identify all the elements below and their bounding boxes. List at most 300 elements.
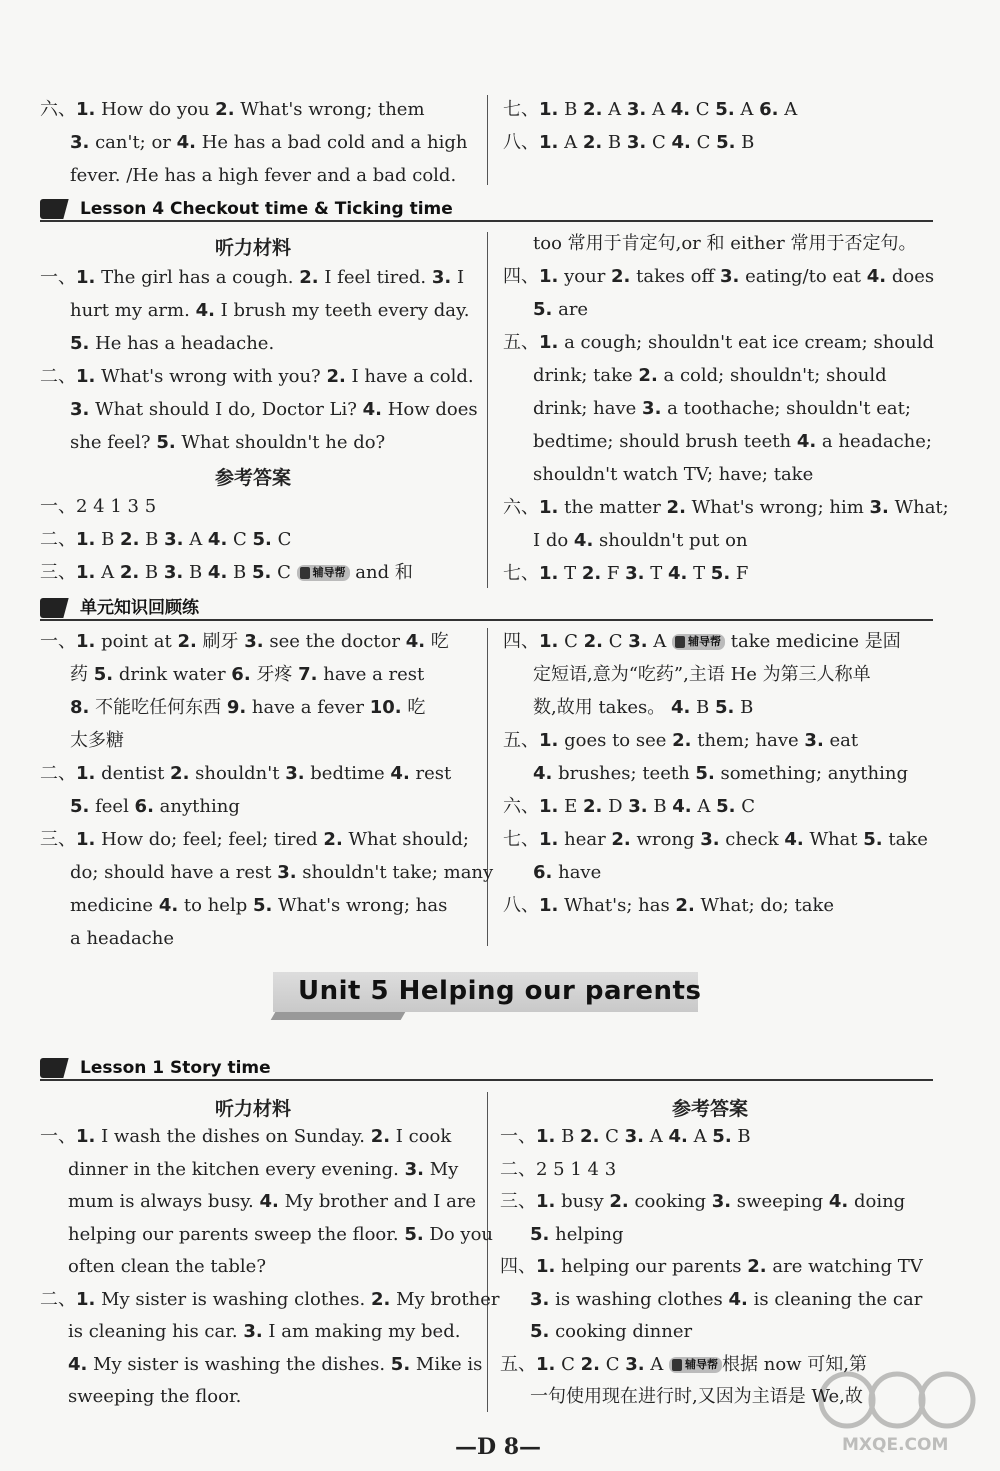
text-line [40, 1289, 499, 1311]
answer-text: T [644, 563, 668, 584]
answer-text: drink; have [533, 398, 643, 419]
answer-text: C [735, 796, 755, 817]
answer-text: 五、 [500, 1353, 536, 1375]
text-line [533, 697, 753, 719]
answer-text: a toothache; shouldn't eat; [661, 398, 911, 419]
answer-text: 根据 now 可知,第 [722, 1353, 868, 1375]
answer-text: 六、 [503, 497, 539, 518]
answer-text: takes off [630, 266, 720, 287]
item-number: 2. [326, 366, 346, 387]
answer-text: are watching TV [766, 1256, 923, 1277]
answer-text: A [687, 1126, 713, 1147]
answer-text: fever. /He has a high fever and a bad cold. [70, 165, 457, 186]
answer-text: eat [823, 730, 859, 751]
text-line [533, 664, 871, 686]
answer-text: dentist [95, 763, 171, 784]
answer-text: a headache [70, 928, 175, 949]
banner-stripe [271, 1012, 406, 1020]
answer-text: B [735, 132, 755, 153]
item-number: 4. [573, 530, 594, 551]
text-line [533, 299, 588, 321]
answer-text: 一、 [40, 1126, 76, 1147]
answer-text: My brother and I are [278, 1191, 477, 1212]
item-number: 5. [712, 1126, 732, 1147]
answer-text: 吃 [401, 697, 426, 718]
answer-text: A [602, 99, 627, 120]
text-line [530, 1321, 692, 1343]
item-number: 1. [76, 529, 96, 550]
text-line [70, 697, 425, 719]
item-number: 2. [582, 132, 603, 153]
answer-text: hear [558, 829, 612, 850]
answer-text: What's wrong; has [272, 895, 448, 916]
answer-text: 七、 [503, 563, 539, 584]
answer-text: 二、 [40, 763, 76, 784]
answer-text: 刷牙 [196, 631, 245, 652]
column-divider [487, 628, 488, 946]
answer-text: anything [153, 796, 240, 817]
answer-text: sweeping the floor. [68, 1386, 242, 1407]
answer-text: B [139, 562, 164, 583]
answer-text: 五、 [503, 332, 539, 353]
item-number: 3. [700, 829, 720, 850]
answer-text: C [646, 132, 672, 153]
item-number: 2. [120, 529, 140, 550]
answer-text: How does [381, 399, 478, 420]
answer-text: A [734, 99, 760, 120]
answer-text: C [690, 132, 717, 153]
answer-text: your [558, 266, 612, 287]
text-line [533, 365, 887, 387]
item-number: 1. [76, 1288, 96, 1310]
item-number: 2. [666, 497, 686, 518]
answer-text: I am making my bed. [262, 1321, 461, 1342]
answer-text: 一、 [500, 1126, 536, 1147]
answer-text: E [558, 796, 583, 817]
answer-text: B [647, 796, 673, 817]
answer-text: is washing clothes [549, 1288, 729, 1310]
answer-text: D [602, 796, 629, 817]
lesson1-answer-title: 参考答案 [672, 1098, 749, 1120]
answer-text: see the doctor [263, 631, 406, 652]
column-divider [487, 1092, 488, 1412]
answer-text: What [803, 829, 864, 850]
answer-text: B [734, 697, 754, 718]
item-number: 5. [530, 1223, 550, 1245]
answer-text: feel [89, 796, 135, 817]
item-number: 5. [716, 796, 736, 817]
answer-text: 吃 [425, 631, 449, 652]
item-number: 2. [583, 99, 603, 120]
item-number: 4. [866, 266, 887, 287]
item-number: 2. [611, 829, 631, 850]
item-number: 1. [76, 99, 96, 120]
item-number: 4. [158, 895, 179, 916]
item-number: 1. [536, 1256, 556, 1277]
answer-text: can't; or [89, 132, 177, 153]
answer-text: B [183, 562, 208, 583]
item-number: 2. [580, 1353, 600, 1375]
item-number: 2. [675, 895, 695, 916]
answer-text: too 常用于肯定句,or 和 either 常用于否定句。 [533, 233, 917, 254]
answer-text: wrong [630, 829, 701, 850]
item-number: 4. [670, 697, 691, 718]
answer-text: A [644, 1353, 670, 1375]
item-number: 3. [243, 1321, 263, 1342]
answer-text: 八、 [503, 895, 539, 916]
item-number: 6. [231, 664, 251, 685]
answer-text: 太多糖 [70, 730, 124, 751]
lesson1-title: Lesson 1 Story time [80, 1058, 271, 1078]
section-marker-icon [40, 199, 62, 219]
answer-text: take [882, 829, 928, 850]
answer-text: doing [848, 1191, 906, 1212]
lesson4-answer-title: 参考答案 [215, 467, 292, 489]
item-number: 4. [176, 132, 197, 153]
item-number: 1. [76, 631, 96, 652]
item-number: 4. [533, 763, 553, 784]
item-number: 2. [609, 1191, 629, 1212]
item-number: 4. [207, 562, 228, 583]
item-number: 2. [672, 730, 692, 751]
item-number: 2. [177, 631, 197, 652]
watermark-text: MXQE.COM [842, 1435, 949, 1455]
text-line [533, 431, 932, 453]
text-line [40, 99, 425, 121]
item-number: 4. [68, 1353, 88, 1375]
answer-text: check [719, 829, 785, 850]
review-title: 单元知识回顾练 [80, 598, 199, 618]
answer-text: shouldn't watch TV; have; take [533, 464, 814, 485]
text-line [533, 530, 748, 552]
answer-text: A [646, 99, 671, 120]
item-number: 4. [672, 796, 692, 817]
item-number: 5. [390, 1353, 411, 1375]
answer-text: B [555, 1126, 581, 1147]
item-number: 3. [804, 730, 824, 751]
column-divider [487, 232, 488, 588]
unit-title: Unit 5 Helping our parents [298, 976, 702, 1006]
item-number: 1. [76, 562, 96, 583]
item-number: 3. [277, 862, 297, 883]
answer-text: A [95, 562, 120, 583]
item-number: 1. [539, 796, 559, 817]
answer-text: 一句使用现在进行时,又因为主语是 We,故 [530, 1386, 863, 1407]
item-number: 4. [390, 763, 410, 784]
text-line [40, 763, 451, 785]
item-number: 2. [170, 763, 190, 784]
item-number: 1. [536, 1191, 556, 1212]
answer-text: helping our parents [555, 1256, 748, 1277]
item-number: 4. [195, 300, 215, 321]
item-number: 1. [536, 1353, 556, 1375]
answer-text: I brush my teeth every day. [214, 300, 470, 321]
item-number: 5. [710, 563, 731, 584]
answer-text: goes to see [558, 730, 673, 751]
answer-text: C [690, 99, 716, 120]
answer-text: What shouldn't he do? [175, 432, 386, 453]
item-number: 5. [695, 763, 715, 784]
answer-text: 牙疼 [250, 664, 299, 685]
answer-text: 三、 [40, 829, 76, 850]
answer-text: them; have [691, 730, 805, 751]
text-line [70, 333, 274, 355]
text-line [503, 266, 934, 288]
answer-text: do; should have a rest [70, 862, 278, 883]
item-number: 3. [624, 1126, 645, 1147]
answer-text: My [423, 1158, 459, 1180]
item-number: 2. [215, 99, 235, 120]
text-line [503, 332, 934, 354]
text-line [530, 1386, 863, 1408]
text-line [70, 165, 456, 187]
unit-banner [273, 972, 702, 1012]
answer-text: 不能吃任何东西 [89, 697, 227, 718]
answer-text: B [139, 529, 165, 550]
text-line [500, 1159, 616, 1181]
text-line [503, 99, 797, 121]
item-number: 1. [539, 132, 559, 153]
answer-text: 八、 [503, 132, 539, 153]
text-line [68, 1386, 241, 1408]
answer-text: A [778, 99, 798, 120]
answer-text: the matter [558, 497, 667, 518]
item-number: 4. [207, 529, 228, 550]
answer-text: have [552, 862, 602, 883]
answer-text: How do; feel; feel; tired [95, 829, 324, 850]
item-number: 3. [628, 796, 648, 817]
item-number: 1. [539, 332, 559, 353]
answer-text: I feel tired. [318, 267, 432, 288]
answer-text: a cold; shouldn't; should [657, 365, 887, 386]
text-line [503, 796, 755, 818]
item-number: 3. [626, 99, 647, 120]
item-number: 3. [404, 1158, 424, 1180]
answer-text: I wash the dishes on Sunday. [95, 1126, 371, 1147]
item-number: 1. [536, 1126, 556, 1147]
item-number: 5. [714, 697, 735, 718]
answer-text: drink; take [533, 365, 639, 386]
item-number: 5. [715, 99, 735, 120]
section-marker-icon [40, 1058, 62, 1078]
answer-text: C [271, 562, 297, 583]
text-line [40, 496, 156, 518]
item-number: 1. [539, 895, 559, 916]
text-line [70, 862, 493, 884]
item-number: 5. [252, 529, 272, 550]
item-number: 2. [638, 365, 658, 386]
answer-text: 四、 [503, 631, 539, 652]
answer-text: dinner in the kitchen every evening. [68, 1158, 405, 1180]
answer-text: Do you [423, 1223, 494, 1245]
answer-text: What should I do, Doctor Li? [89, 399, 363, 420]
answer-text: B [731, 1126, 751, 1147]
answer-text: medicine [70, 895, 159, 916]
item-number: 3. [530, 1288, 550, 1310]
header-rule [40, 619, 933, 621]
item-number: 2. [119, 562, 140, 583]
lesson4-listening-title: 听力材料 [215, 237, 292, 259]
text-line [40, 829, 469, 851]
text-line [68, 1159, 458, 1181]
text-line [70, 730, 124, 752]
answer-text: B [95, 529, 121, 550]
item-number: 1. [539, 266, 559, 287]
answer-text: shouldn't [189, 763, 286, 784]
item-number: 1. [76, 1126, 96, 1147]
answer-text: helping [549, 1223, 624, 1245]
item-number: 1. [539, 497, 559, 518]
text-line [530, 1224, 624, 1246]
item-number: 2. [611, 266, 631, 287]
answer-text: C [599, 1353, 626, 1375]
answer-text: rest [409, 763, 452, 784]
item-number: 2. [583, 631, 603, 652]
text-line [40, 366, 474, 388]
answer-text: What's; has [558, 895, 676, 916]
answer-text: something; anything [714, 763, 908, 784]
text-line [70, 796, 240, 818]
answer-text: shouldn't put on [593, 530, 748, 551]
text-line [500, 1256, 923, 1278]
answer-text: 七、 [503, 99, 539, 120]
answer-text: B [690, 697, 715, 718]
item-number: 5. [404, 1223, 424, 1245]
item-number: 3. [711, 1191, 732, 1212]
answer-text: 三、 [500, 1191, 536, 1212]
item-number: 8. [70, 697, 90, 718]
answer-text: The girl has a cough. [95, 267, 300, 288]
text-line [533, 233, 916, 255]
item-number: 2. [582, 796, 603, 817]
header-rule [40, 220, 933, 222]
text-line [500, 1126, 751, 1148]
text-line [40, 631, 449, 653]
item-number: 6. [134, 796, 154, 817]
item-number: 7. [298, 664, 318, 685]
text-line [533, 862, 601, 884]
answer-text: C [555, 1353, 581, 1375]
text-line [70, 928, 174, 950]
answer-text: does [886, 266, 935, 287]
answer-text: 定短语,意为“吃药”,主语 He 为第三人称单 [533, 664, 871, 685]
item-number: 3. [626, 132, 647, 153]
item-number: 3. [642, 398, 662, 419]
item-number: 4. [667, 563, 688, 584]
answer-text: bedtime; should brush teeth [533, 431, 797, 452]
text-line [40, 562, 413, 584]
answer-text: What; [888, 497, 949, 518]
answer-text: have a fever [246, 697, 370, 718]
answer-text: 五、 [503, 730, 539, 751]
answer-text: My sister is washing clothes. [95, 1288, 371, 1310]
text-line [503, 497, 949, 519]
lesson1-listening-title: 听力材料 [215, 1098, 292, 1120]
item-number: 2. [580, 1126, 600, 1147]
answer-text: busy [555, 1191, 610, 1212]
item-number: 10. [369, 697, 402, 718]
answer-text: T [558, 563, 582, 584]
item-number: 3. [244, 631, 264, 652]
text-line [503, 730, 858, 752]
text-line [500, 1191, 905, 1213]
answer-text: 三、 [40, 562, 76, 583]
text-line [40, 267, 464, 289]
answer-text: hurt my arm. [70, 300, 196, 321]
answer-text: My brother [390, 1288, 500, 1310]
text-line [40, 529, 291, 551]
answer-text: shouldn't take; many [296, 862, 494, 883]
item-number: 2. [323, 829, 343, 850]
answer-text: 六、 [40, 99, 76, 120]
item-number: 4. [671, 132, 691, 153]
item-number: 1. [76, 763, 96, 784]
item-number: 5. [716, 132, 736, 153]
text-line [533, 464, 813, 486]
text-line [70, 399, 478, 421]
answer-text: A [644, 1126, 669, 1147]
item-number: 5. [863, 829, 883, 850]
text-line [70, 895, 447, 917]
answer-text: My sister is washing the dishes. [87, 1353, 391, 1375]
review-header [40, 596, 933, 620]
answer-text: A [558, 132, 583, 153]
answer-text: C [271, 529, 292, 550]
item-number: 4. [668, 1126, 688, 1147]
item-number: 1. [539, 730, 559, 751]
text-line [503, 631, 901, 653]
answer-text: A [183, 529, 208, 550]
text-line [530, 1289, 922, 1311]
answer-text: What's wrong; him [685, 497, 870, 518]
section-marker-icon [40, 598, 62, 618]
answer-text: I have a cold. [345, 366, 474, 387]
answer-text: How do you [95, 99, 216, 120]
answer-text: to help [178, 895, 253, 916]
answer-text: What's wrong; them [234, 99, 425, 120]
answer-text: she feel? [70, 432, 157, 453]
text-line [40, 1126, 451, 1148]
item-number: 2. [581, 563, 602, 584]
text-line [70, 132, 467, 154]
item-number: 5. [93, 664, 114, 685]
item-number: 1. [76, 267, 96, 288]
answer-text: B [602, 132, 627, 153]
tutor-tip-badge: 辅导帮 [297, 565, 350, 581]
answer-text: are [552, 299, 589, 320]
answer-text: C [558, 631, 584, 652]
answer-text: cooking dinner [549, 1321, 693, 1342]
text-line [500, 1354, 867, 1376]
item-number: 2. [299, 267, 319, 288]
item-number: 5. [530, 1321, 550, 1342]
item-number: 3. [628, 631, 648, 652]
answer-text: B [227, 562, 252, 583]
item-number: 3. [164, 529, 184, 550]
item-number: 4. [405, 631, 426, 652]
answer-text: 药 [70, 664, 94, 685]
item-number: 5. [70, 333, 90, 354]
item-number: 1. [539, 563, 559, 584]
answer-text: A [647, 631, 673, 652]
item-number: 4. [784, 829, 804, 850]
answer-text: I cook [390, 1126, 452, 1147]
answer-text: 四、 [500, 1256, 536, 1277]
item-number: 5. [70, 796, 90, 817]
item-number: 5. [252, 895, 273, 916]
answer-text: bedtime [304, 763, 391, 784]
text-line [68, 1354, 482, 1376]
